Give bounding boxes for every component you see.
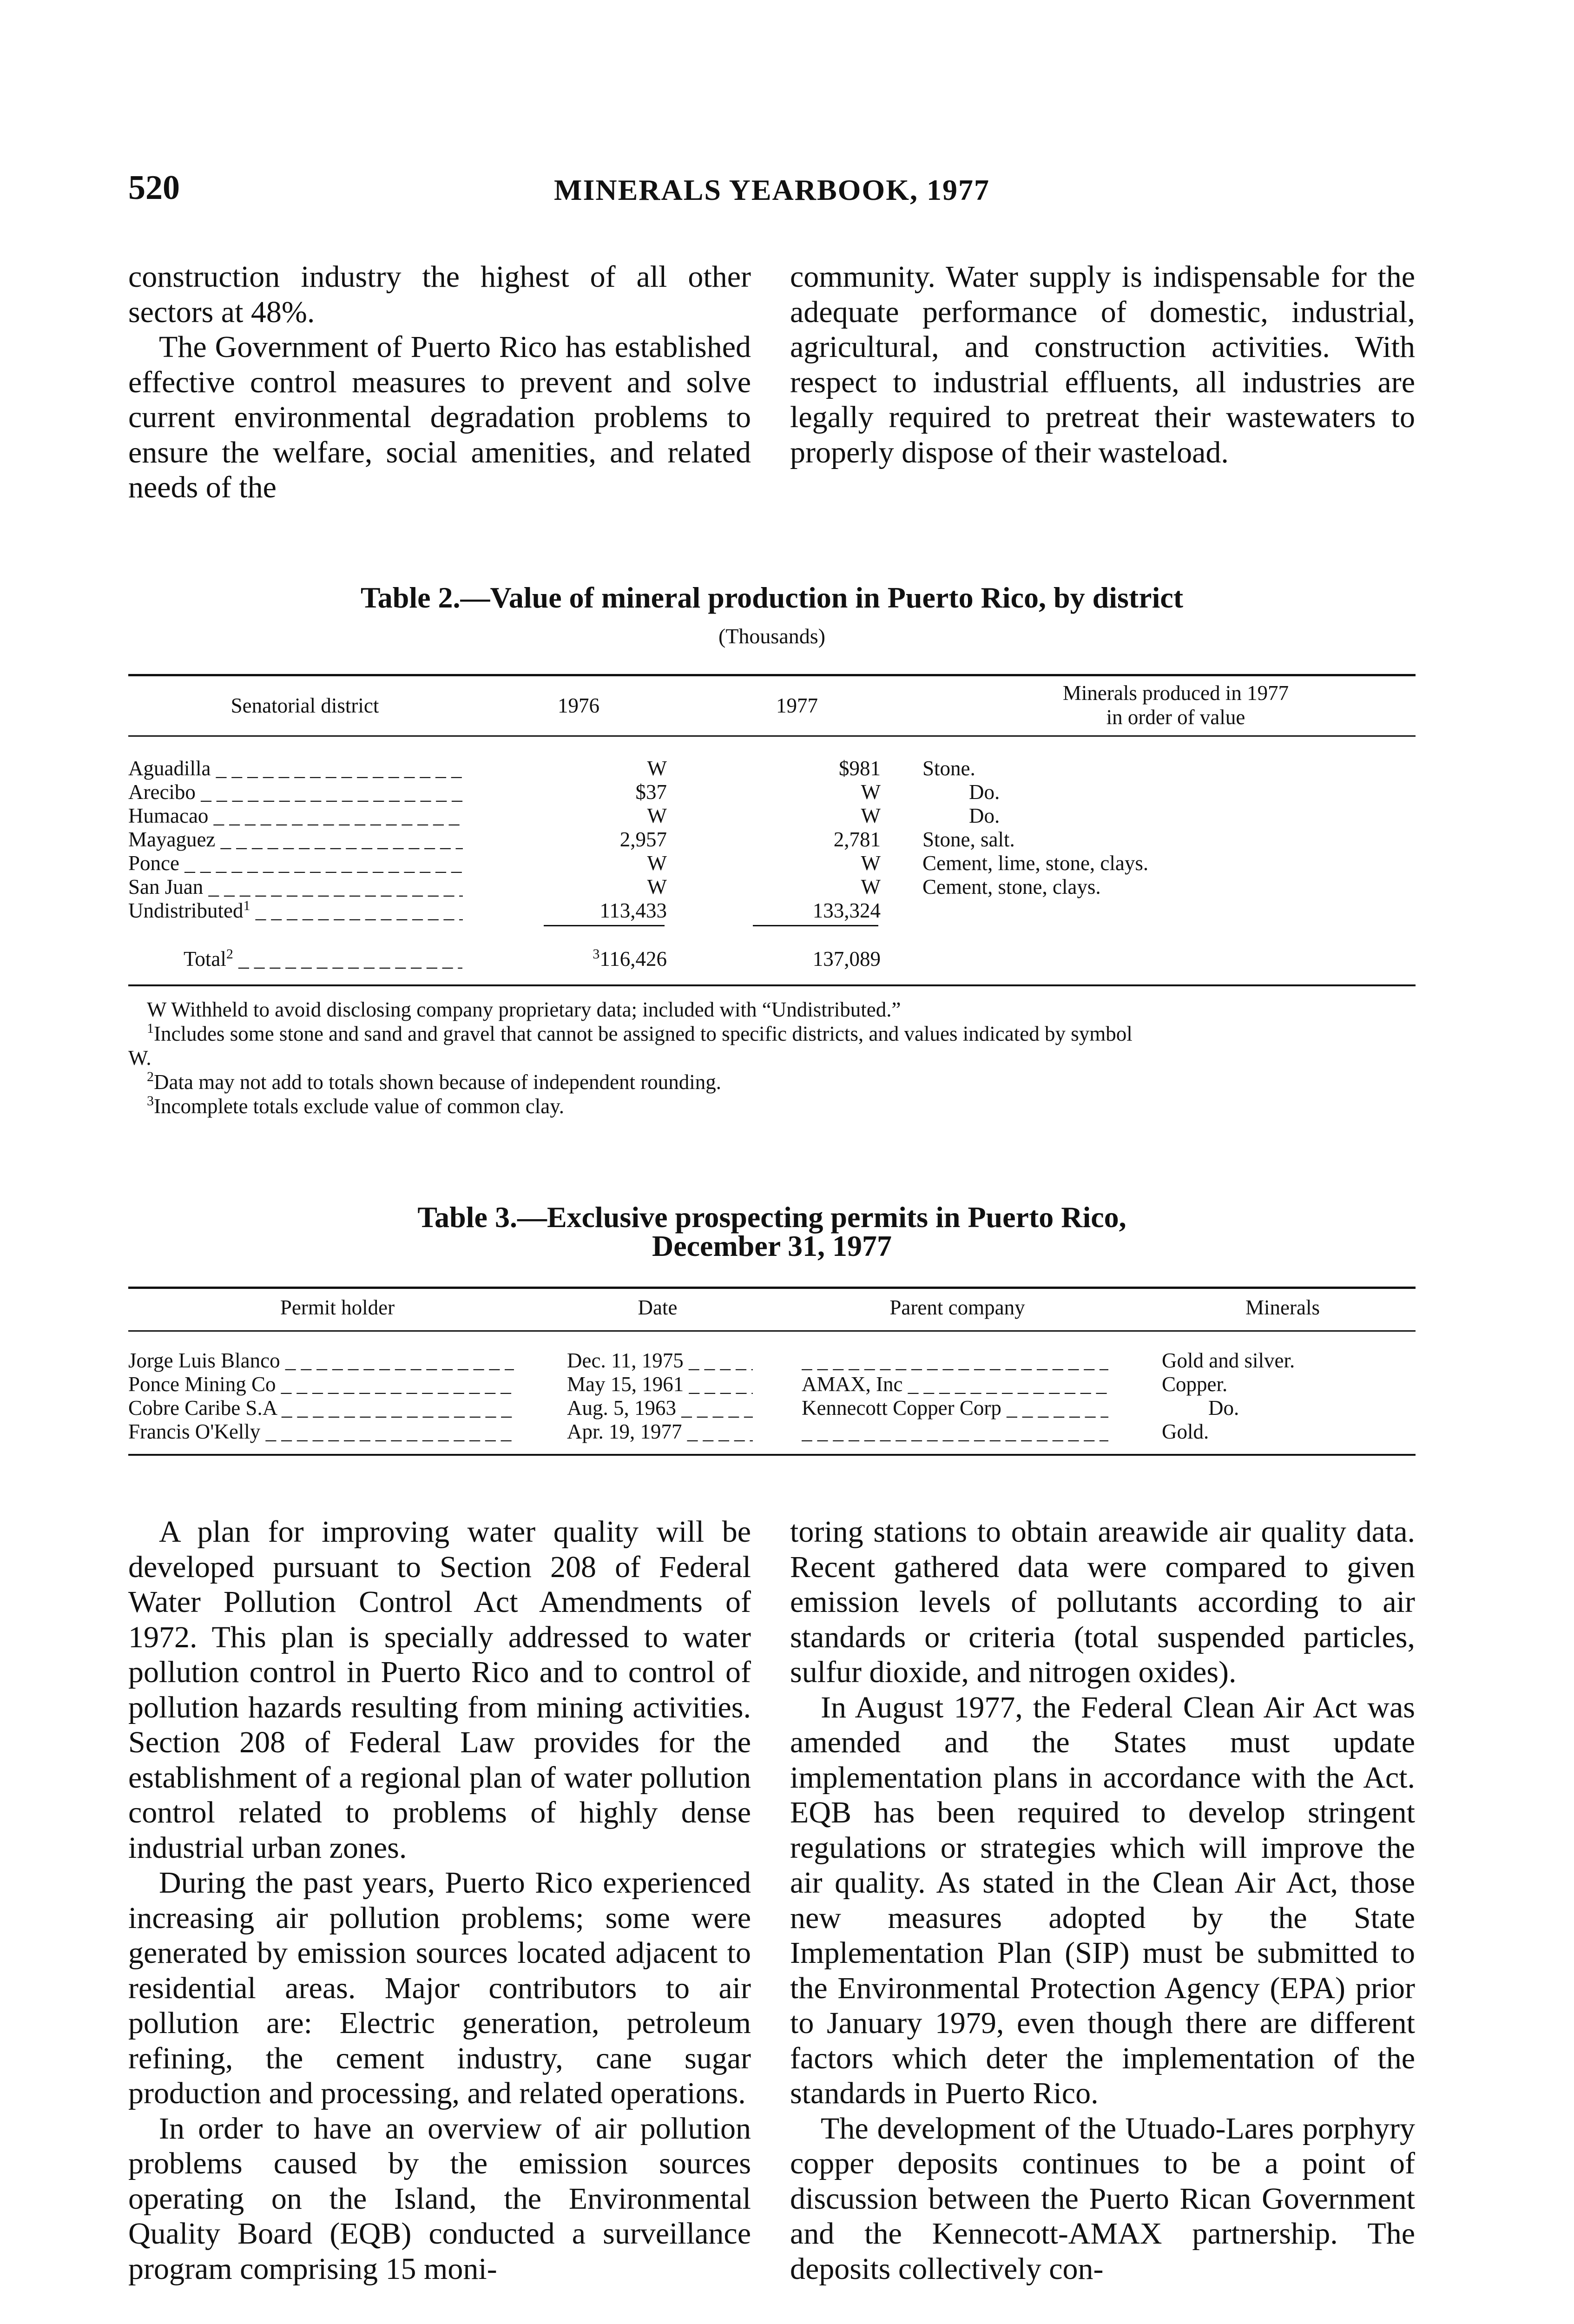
value-1977: W <box>861 852 881 875</box>
district-name: San Juan _ _ _ <box>128 875 463 899</box>
paragraph: During the past years, Puerto Rico experienced increasing air pollution problems; some were generated by emission sources located adjacent to residential areas. Major contributors to air pollution are: Electric generation, petroleum refining, the cement industry, cane sugar production and processing, and related operations. <box>128 1866 751 2110</box>
paragraph: The development of the Utuado-Lares porphyry copper deposits continues to be a point of discussion between the Puerto Rican Government and the Kennecott-AMAX partnership. The deposits collectively con- <box>790 2111 1415 2286</box>
district-name: Undistributed$^1$ _ _ _ <box>128 899 463 923</box>
table2-subtitle: (Thousands) <box>718 624 825 648</box>
district-name: Mayaguez _ _ _ <box>128 828 463 852</box>
paragraph: toring stations to obtain areawide air quality data. Recent gathered data were compared to given emission levels of pollutants according to air standards or criteria (total suspended particles, sulfur dioxide, and nitrogen oxides). <box>790 1515 1415 1689</box>
permit-date: May 15, 1961 _ _ _ <box>567 1373 753 1396</box>
value-1977: 133,324 <box>812 899 881 922</box>
permit-holder: Francis O'Kelly _ _ _ <box>128 1420 514 1444</box>
table3-header-minerals: Minerals <box>1245 1296 1320 1319</box>
value-1976: W <box>647 875 667 898</box>
permit-date: Apr. 19, 1977 _ _ _ <box>567 1420 753 1444</box>
value-1976: W <box>647 852 667 875</box>
table2-header-1976: 1976 <box>558 694 599 717</box>
footnote-2: $^2$Data may not add to totals shown because of independent rounding. <box>147 1069 721 1094</box>
parent-company: Kennecott Copper Corp _ _ _ <box>802 1396 1108 1420</box>
permit-minerals: Do. <box>1208 1396 1239 1419</box>
permit-holder: Ponce Mining Co _ _ _ <box>128 1373 514 1396</box>
minerals: Stone, salt. <box>922 828 1015 851</box>
table3-title-line1: Table 3.—Exclusive prospecting permits in Puerto Rico, <box>417 1201 1126 1234</box>
table3-header-rule <box>128 1330 1416 1332</box>
value-1976: W <box>647 757 667 780</box>
top-right-column <box>790 259 1415 470</box>
footnote-1: $^1$Includes some stone and sand and gravel that cannot be assigned to specific districts, and values indicated by symbol <box>147 1021 1133 1045</box>
total-1976: $^3$116,426 <box>593 946 667 971</box>
paragraph: community. Water supply is indispensable for the adequate performance of domestic, industrial, agricultural, and construction activities. With respect to industrial effluents, all industries are legally required to pretreat their wastewaters to properly dispose of their wasteload. <box>790 260 1415 469</box>
page-number: 520 <box>128 169 180 207</box>
paragraph: In August 1977, the Federal Clean Air Act was amended and the States must update implementation plans in accordance with the Act. EQB has been required to develop stringent regulations or strategies which will improve the air quality. As stated in the Clean Air Act, those new measures adopted by the State Implementation Plan (SIP) must be submitted to the Environmental Protection Agency (EPA) prior to January 1979, even though there are different factors which deter the implementation of the standards in Puerto Rico. <box>790 1690 1415 2110</box>
table2-header-minerals-2: in order of value <box>1106 706 1245 729</box>
paragraph: construction industry the highest of all other sectors at 48%. <box>128 260 751 329</box>
value-1977: $981 <box>839 757 881 780</box>
table2-header-minerals: Minerals produced in 1977 <box>1062 681 1289 705</box>
district-name: Ponce _ _ _ <box>128 852 463 875</box>
paragraph: The Government of Puerto Rico has established effective control measures to prevent and solve current environmental degradation problems to ensure the welfare, social amenities, and related needs of the <box>128 330 751 504</box>
footnote-1-cont: W. <box>128 1046 151 1070</box>
footnote-3: $^3$Incomplete totals exclude value of common clay. <box>147 1093 565 1118</box>
minerals: Cement, stone, clays. <box>922 875 1101 898</box>
value-1977: 2,781 <box>833 828 881 851</box>
subtotal-rule-1976 <box>544 925 665 926</box>
permit-date: Dec. 11, 1975 _ _ _ <box>567 1349 753 1373</box>
table3-header-date: Date <box>638 1296 678 1319</box>
permit-date: Aug. 5, 1963 _ _ _ <box>567 1396 753 1420</box>
minerals: Do. <box>969 780 1000 804</box>
permit-holder: Cobre Caribe S.A _ _ _ <box>128 1396 514 1420</box>
total-label: Total$^2$ _ _ _ <box>184 947 462 971</box>
page-header <box>128 168 1416 210</box>
total-1977: 137,089 <box>812 947 881 971</box>
table3-bottom-rule <box>128 1454 1416 1456</box>
value-1977: W <box>861 804 881 827</box>
value-1976: W <box>647 804 667 827</box>
minerals: Do. <box>969 804 1000 827</box>
table2-header-district: Senatorial district <box>231 694 379 717</box>
table2-bottom-rule <box>128 984 1416 986</box>
running-title: MINERALS YEARBOOK, 1977 <box>554 173 990 206</box>
value-1977: W <box>861 875 881 898</box>
table2-top-rule <box>128 674 1416 676</box>
bottom-left-column <box>128 1514 751 2286</box>
table2-header-rule <box>128 735 1416 737</box>
top-left-column <box>128 259 751 505</box>
permit-minerals: Gold. <box>1162 1420 1209 1443</box>
parent-company <box>802 1420 1108 1444</box>
value-1977: W <box>861 780 881 804</box>
table2-header-1977: 1977 <box>776 694 818 717</box>
table3-title-line2: December 31, 1977 <box>652 1229 892 1262</box>
paragraph: A plan for improving water quality will be developed pursuant to Section 208 of Federal Water Pollution Control Act Amendments of 1972. This plan is specially addressed to water pollution control in Puerto Rico and to control of pollution hazards resulting from mining activities. Section 208 of Federal Law provides for the establishment of a regional plan of water pollution control related to problems of highly dense industrial urban zones. <box>128 1515 751 1865</box>
parent-company: AMAX, Inc _ _ _ <box>802 1373 1108 1396</box>
value-1976: 2,957 <box>619 828 667 851</box>
table3-top-rule <box>128 1287 1416 1289</box>
minerals: Stone. <box>922 757 975 780</box>
district-name: Aguadilla _ _ _ <box>128 757 463 780</box>
permit-minerals: Gold and silver. <box>1162 1349 1295 1372</box>
bottom-right-column <box>790 1514 1415 2286</box>
permit-holder: Jorge Luis Blanco _ _ _ <box>128 1349 514 1373</box>
value-1976: 113,433 <box>599 899 667 922</box>
value-1976: $37 <box>635 780 667 804</box>
parent-company <box>802 1349 1108 1373</box>
subtotal-rule-1977 <box>753 925 878 926</box>
permit-minerals: Copper. <box>1162 1373 1228 1396</box>
table3-header-parent: Parent company <box>889 1296 1025 1319</box>
table2-title: Table 2.—Value of mineral production in Puerto Rico, by district <box>360 581 1184 614</box>
table2-footnotes <box>128 997 1416 1118</box>
minerals: Cement, lime, stone, clays. <box>922 852 1149 875</box>
table3-header-holder: Permit holder <box>280 1296 395 1319</box>
paragraph: In order to have an overview of air pollution problems caused by the emission sources operating on the Island, the Environmental Quality Board (EQB) conducted a surveillance program comprising 15 moni- <box>128 2111 751 2286</box>
footnote-w: W Withheld to avoid disclosing company proprietary data; included with “Undistributed.” <box>147 998 901 1021</box>
district-name: Humacao _ _ _ <box>128 804 463 828</box>
district-name: Arecibo _ _ _ <box>128 780 463 804</box>
